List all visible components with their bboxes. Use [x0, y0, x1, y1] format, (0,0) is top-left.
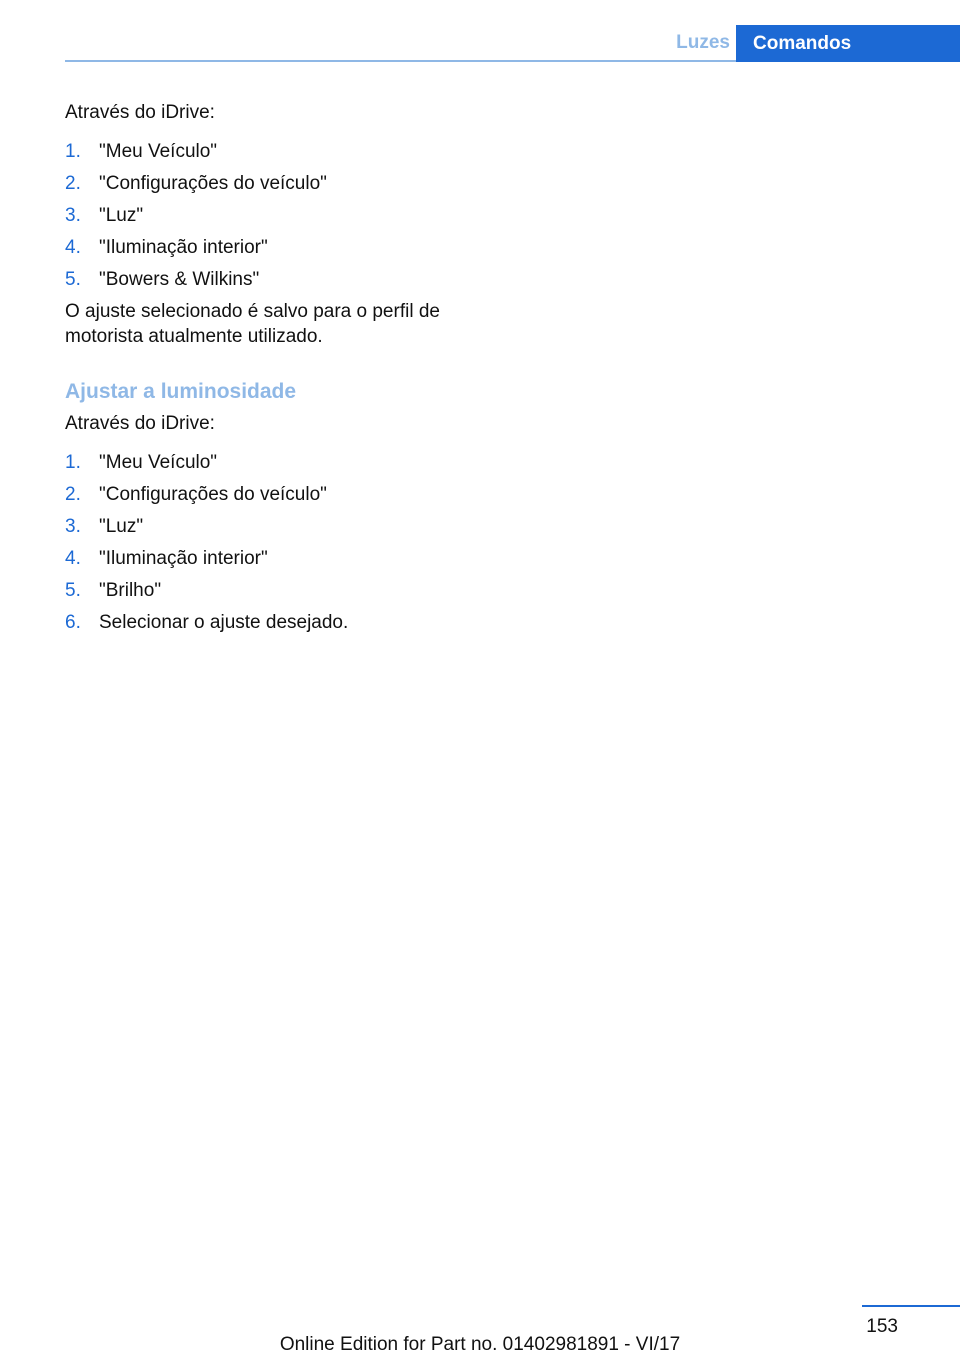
step-number: 2.: [65, 484, 81, 505]
note-text: O ajuste selecionado é salvo para o perfil de motorista atualmente utilizado.: [65, 301, 440, 347]
footer-rule: [862, 1305, 960, 1307]
page-number: 153: [866, 1316, 898, 1337]
list-item: [65, 171, 485, 203]
list-item: [65, 450, 485, 482]
step-number: 1.: [65, 452, 81, 473]
list-item: [65, 546, 485, 578]
step-text: "Luz": [99, 516, 144, 537]
header-chapter-tab: Comandos: [736, 25, 960, 62]
list-item: [65, 578, 485, 610]
step-number: 5.: [65, 269, 81, 290]
step-text: "Brilho": [99, 580, 162, 601]
intro-text: Através do iDrive:: [65, 413, 215, 434]
section-heading: Ajustar a luminosidade: [65, 380, 297, 403]
steps-list-1: [65, 139, 485, 299]
step-number: 4.: [65, 237, 81, 258]
list-item: [65, 203, 485, 235]
step-number: 6.: [65, 612, 81, 633]
step-number: 3.: [65, 516, 81, 537]
list-item: [65, 235, 485, 267]
header-section-title: Luzes: [676, 32, 730, 53]
footer-edition-text: Online Edition for Part no. 01402981891 - VI/17: [279, 1334, 681, 1355]
list-item: [65, 139, 485, 171]
list-item: [65, 482, 485, 514]
step-text: "Configurações do veículo": [99, 484, 327, 505]
step-text: "Iluminação interior": [99, 237, 268, 258]
step-number: 3.: [65, 205, 81, 226]
step-text: Selecionar o ajuste desejado.: [99, 612, 349, 633]
step-text: "Meu Veículo": [99, 452, 218, 473]
step-text: "Iluminação interior": [99, 548, 268, 569]
list-item: [65, 267, 485, 299]
step-number: 1.: [65, 141, 81, 162]
step-text: "Configurações do veículo": [99, 173, 327, 194]
intro-text: Através do iDrive:: [65, 102, 215, 123]
step-text: "Meu Veículo": [99, 141, 218, 162]
list-item: [65, 514, 485, 546]
list-item: [65, 610, 485, 642]
steps-list-2: [65, 450, 485, 642]
step-text: "Bowers & Wilkins": [99, 269, 260, 290]
step-number: 4.: [65, 548, 81, 569]
page-content: [65, 100, 485, 642]
step-text: "Luz": [99, 205, 144, 226]
step-number: 5.: [65, 580, 81, 601]
step-number: 2.: [65, 173, 81, 194]
